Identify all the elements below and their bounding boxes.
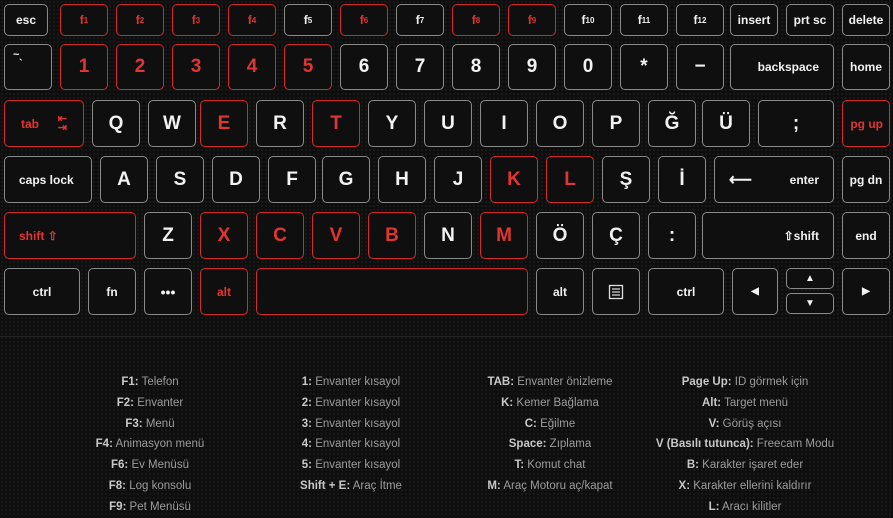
alt-key[interactable]	[200, 268, 248, 315]
8-key[interactable]	[452, 44, 500, 90]
key-label: W	[163, 112, 181, 134]
key-subscript: 6	[363, 15, 369, 25]
backtick-glyph: `	[19, 58, 23, 70]
legend-description: Envanter önizleme	[514, 376, 613, 388]
caps-lock-key[interactable]	[4, 156, 92, 203]
t-key[interactable]	[312, 100, 360, 147]
key-label: Q	[108, 112, 124, 134]
arrow-up-icon: ▲	[805, 273, 815, 284]
key-label: f	[359, 13, 364, 27]
key-label: Ğ	[664, 112, 680, 134]
key-label: pg up	[850, 116, 883, 131]
g-key[interactable]	[322, 156, 370, 203]
divider	[0, 336, 893, 337]
key-subscript: 12	[697, 15, 707, 25]
3-key[interactable]	[172, 44, 220, 90]
c-key[interactable]	[256, 212, 304, 259]
b-key[interactable]	[368, 212, 416, 259]
e-key[interactable]	[200, 100, 248, 147]
key-label: U	[441, 112, 455, 134]
d-key[interactable]	[212, 156, 260, 203]
legend-key: 4:	[301, 438, 312, 451]
key-label: D	[229, 168, 243, 190]
key-label: f	[637, 13, 642, 27]
p-key[interactable]	[592, 100, 640, 147]
legend-entry	[276, 372, 426, 393]
legend-entry	[276, 414, 426, 435]
tilde-key[interactable]	[4, 44, 52, 90]
key-label: R	[273, 112, 287, 134]
key-label: H	[395, 168, 409, 190]
pg-dn-key[interactable]	[842, 156, 890, 203]
legend-key: F4:	[95, 438, 113, 451]
h-key[interactable]	[378, 156, 426, 203]
key-label: f	[415, 13, 420, 27]
key-label: ⇧shift	[783, 228, 819, 243]
legend-entry	[80, 455, 220, 476]
arrow-right-key[interactable]	[842, 268, 890, 315]
key-label: Ş	[619, 168, 633, 190]
legend-description: Telefon	[138, 376, 179, 388]
key-label: f	[527, 13, 532, 27]
pg-up-key[interactable]	[842, 100, 890, 147]
key-label: ;	[792, 112, 800, 134]
backspace-key[interactable]	[730, 44, 834, 90]
legend-entry	[640, 434, 850, 455]
legend-description: Freecam Modu	[753, 438, 835, 451]
alt-key[interactable]	[536, 268, 584, 315]
legend-description: Envanter kısayol	[312, 396, 401, 409]
legend-entry	[80, 434, 220, 455]
legend-key: F9:	[109, 500, 127, 513]
legend-description: Zıplama	[546, 438, 592, 451]
key-label: 4	[246, 56, 258, 77]
legend-key: 5:	[301, 459, 312, 472]
legend-entry	[640, 455, 850, 476]
f5-key[interactable]	[284, 4, 332, 36]
key-label: 2	[134, 56, 146, 77]
legend-key: V:	[708, 417, 720, 430]
legend-entry	[640, 372, 850, 393]
key-label: X	[217, 224, 231, 246]
key-label: O	[552, 112, 568, 134]
key-label: 1	[78, 56, 90, 77]
legend-description: Komut chat	[524, 459, 586, 472]
legend-key: F6:	[111, 459, 129, 472]
esc-key[interactable]	[4, 4, 48, 36]
key-label: −	[694, 56, 706, 77]
key-label: T	[330, 112, 342, 134]
key-label: 0	[582, 56, 594, 77]
k-key[interactable]	[648, 100, 696, 147]
key-label: f	[79, 13, 84, 27]
f1-key[interactable]	[60, 4, 108, 36]
enter-key[interactable]	[714, 156, 834, 203]
legend-column-function-keys	[80, 372, 220, 518]
legend-key: F8:	[108, 479, 127, 492]
f12-key[interactable]	[676, 4, 724, 36]
key-label: Z	[162, 224, 174, 246]
k-key[interactable]	[144, 268, 192, 315]
f10-key[interactable]	[564, 4, 612, 36]
enter-key-label: enter	[789, 172, 819, 187]
i-key[interactable]	[480, 100, 528, 147]
legend-key: 2:	[301, 396, 312, 409]
legend-entry	[470, 414, 630, 435]
legend-key: F3:	[125, 417, 143, 430]
6-key[interactable]	[340, 44, 388, 90]
legend-key: C:	[524, 417, 537, 430]
legend-entry	[640, 393, 850, 414]
k-key[interactable]	[620, 44, 668, 90]
key-label: 7	[414, 56, 426, 77]
delete-key[interactable]	[842, 4, 890, 36]
s-key[interactable]	[156, 156, 204, 203]
f6-key[interactable]	[340, 4, 388, 36]
key-label: esc	[15, 13, 37, 27]
legend-description: Log konsolu	[126, 479, 192, 492]
legend-entry	[470, 476, 630, 497]
legend-description: Araç Motoru aç/kapat	[500, 479, 613, 492]
return-arrow-icon: ⟵	[729, 171, 752, 189]
legend-description: Pet Menüsü	[126, 500, 191, 513]
legend-entry	[470, 455, 630, 476]
shift-key[interactable]	[702, 212, 834, 259]
legend-column-letter-keys	[470, 372, 630, 497]
menu-icon	[608, 284, 624, 300]
j-key[interactable]	[434, 156, 482, 203]
k-key[interactable]	[702, 100, 750, 147]
v-key[interactable]	[312, 212, 360, 259]
key-label: I	[501, 112, 507, 134]
key-label: B	[385, 224, 399, 246]
insert-key[interactable]	[730, 4, 778, 36]
key-subscript: 3	[195, 15, 201, 25]
legend-entry	[80, 393, 220, 414]
y-key[interactable]	[368, 100, 416, 147]
arrow-up-key[interactable]	[786, 268, 834, 289]
legend-key: Space:	[508, 438, 547, 451]
legend-key: F1:	[121, 376, 139, 388]
legend-description: Envanter kısayol	[312, 438, 401, 451]
legend-entry	[276, 455, 426, 476]
k-key[interactable]	[536, 212, 584, 259]
key-label: İ	[679, 168, 685, 190]
key-label: F	[286, 168, 298, 190]
key-subscript: 8	[475, 15, 481, 25]
legend-key: F2:	[116, 396, 134, 409]
key-subscript: 11	[641, 15, 651, 25]
ctrl-key[interactable]	[4, 268, 80, 315]
k-key[interactable]	[490, 156, 538, 203]
key-label: A	[117, 168, 131, 190]
key-label: K	[507, 168, 521, 190]
key-label: E	[217, 112, 231, 134]
key-label: 6	[358, 56, 370, 77]
f4-key[interactable]	[228, 4, 276, 36]
legend-description: Görüş açısı	[719, 417, 782, 430]
key-label: f	[471, 13, 476, 27]
tilde-glyph: ~	[13, 49, 20, 61]
2-key[interactable]	[116, 44, 164, 90]
key-label: alt	[552, 284, 567, 299]
legend-description: Menü	[142, 417, 175, 430]
legend-description: Animasyon menü	[112, 438, 205, 451]
space-key[interactable]	[256, 268, 528, 315]
arrow-left-key[interactable]	[732, 268, 778, 315]
key-label: delete	[848, 13, 884, 27]
tab-arrows-icon: ⇤ ⇥	[57, 112, 67, 134]
k-key[interactable]	[676, 44, 724, 90]
home-key[interactable]	[842, 44, 890, 90]
legend-entry	[80, 497, 220, 518]
legend-key: Shift + E:	[300, 479, 351, 492]
key-label: f	[693, 13, 698, 27]
key-label: insert	[737, 13, 771, 27]
legend-entry	[276, 476, 426, 497]
legend-entry	[640, 476, 850, 497]
legend-description: Karakter ellerini kaldırır	[690, 479, 812, 492]
legend-entry	[80, 476, 220, 497]
f2-key[interactable]	[116, 4, 164, 36]
key-label: *	[640, 56, 648, 77]
legend-description: Araç İtme	[350, 479, 402, 492]
1-key[interactable]	[60, 44, 108, 90]
key-label: f	[247, 13, 252, 27]
key-label: prt sc	[793, 13, 827, 27]
legend-key: M:	[487, 479, 501, 492]
end-key[interactable]	[842, 212, 890, 259]
a-key[interactable]	[100, 156, 148, 203]
q-key[interactable]	[92, 100, 140, 147]
key-label: f	[135, 13, 140, 27]
key-label: pg dn	[849, 172, 883, 187]
key-label: S	[173, 168, 187, 190]
w-key[interactable]	[148, 100, 196, 147]
k-key[interactable]	[648, 212, 696, 259]
key-label: V	[329, 224, 343, 246]
key-label: Ç	[609, 224, 623, 246]
legend-description: Envanter kısayol	[312, 376, 401, 388]
l-key[interactable]	[546, 156, 594, 203]
legend-key: 1:	[301, 376, 312, 388]
key-label: 8	[470, 56, 482, 77]
prt-sc-key[interactable]	[786, 4, 834, 36]
legend-entry	[470, 393, 630, 414]
key-label: •••	[160, 283, 176, 300]
key-label: N	[441, 224, 455, 246]
legend-key: Page Up:	[681, 376, 732, 388]
key-label: :	[668, 224, 676, 246]
key-label: caps lock	[19, 172, 74, 187]
k-key[interactable]	[602, 156, 650, 203]
r-key[interactable]	[256, 100, 304, 147]
key-label: 5	[302, 56, 314, 77]
arrow-right-icon: ▶	[862, 286, 870, 297]
legend-entry	[80, 414, 220, 435]
key-label: M	[496, 224, 512, 246]
k-key[interactable]	[658, 156, 706, 203]
legend-description: Envanter	[134, 396, 184, 409]
arrow-down-icon: ▼	[805, 298, 815, 309]
key-label: J	[452, 168, 464, 190]
f3-key[interactable]	[172, 4, 220, 36]
key-subscript: 1	[83, 15, 89, 25]
key-subscript: 2	[139, 15, 145, 25]
9-key[interactable]	[508, 44, 556, 90]
fn-key[interactable]	[88, 268, 136, 315]
legend-description: Envanter kısayol	[312, 417, 401, 430]
legend-description: Aracı kilitler	[719, 500, 782, 513]
k-key[interactable]	[592, 212, 640, 259]
legend-entry	[276, 393, 426, 414]
legend-key: 3:	[301, 417, 312, 430]
legend-description: Kemer Bağlama	[513, 396, 599, 409]
key-label: f	[581, 13, 586, 27]
key-label: ctrl	[676, 284, 696, 299]
f-key[interactable]	[268, 156, 316, 203]
legend-description: Envanter kısayol	[312, 459, 401, 472]
key-label: end	[855, 228, 877, 243]
tab-key[interactable]	[4, 100, 84, 147]
5-key[interactable]	[284, 44, 332, 90]
key-label: fn	[106, 284, 118, 299]
o-key[interactable]	[536, 100, 584, 147]
key-label: P	[609, 112, 623, 134]
key-subscript: 9	[531, 15, 537, 25]
key-label: C	[273, 224, 287, 246]
legend-entry	[640, 414, 850, 435]
legend-key: T:	[514, 459, 525, 472]
legend-description: Karakter işaret eder	[698, 459, 804, 472]
legend-key: TAB:	[487, 376, 515, 388]
key-subscript: 7	[419, 15, 425, 25]
u-key[interactable]	[424, 100, 472, 147]
arrow-down-key[interactable]	[786, 293, 834, 314]
x-key[interactable]	[200, 212, 248, 259]
key-label: backspace	[757, 60, 819, 74]
legend-key: L:	[708, 500, 720, 513]
f8-key[interactable]	[452, 4, 500, 36]
legend-column-special-keys	[640, 372, 850, 518]
f9-key[interactable]	[508, 4, 556, 36]
legend-entry	[80, 372, 220, 393]
key-subscript: 10	[585, 15, 595, 25]
key-subscript: 4	[251, 15, 257, 25]
0-key[interactable]	[564, 44, 612, 90]
legend-key: K:	[501, 396, 514, 409]
key-label: ctrl	[32, 284, 52, 299]
m-key[interactable]	[480, 212, 528, 259]
key-label: 9	[526, 56, 538, 77]
key-subscript: 5	[307, 15, 313, 25]
legend-key: B:	[686, 459, 699, 472]
ctrl-key[interactable]	[648, 268, 724, 315]
key-label: f	[191, 13, 196, 27]
legend-description: ID görmek için	[731, 376, 809, 388]
context-menu-key[interactable]	[592, 268, 640, 315]
4-key[interactable]	[228, 44, 276, 90]
arrow-left-icon: ◀	[751, 286, 759, 297]
legend-key: V (Basılı tutunca):	[655, 438, 754, 451]
key-label: L	[564, 168, 576, 190]
legend-entry	[470, 372, 630, 393]
key-label: G	[338, 168, 354, 190]
legend-entry	[276, 434, 426, 455]
f7-key[interactable]	[396, 4, 444, 36]
key-label: shift ⇧	[19, 228, 58, 243]
legend-column-number-keys	[276, 372, 426, 497]
key-label: alt	[216, 284, 231, 299]
k-key[interactable]	[758, 100, 834, 147]
n-key[interactable]	[424, 212, 472, 259]
tab-key-label: tab	[21, 116, 39, 131]
key-label: Ü	[719, 112, 733, 134]
7-key[interactable]	[396, 44, 444, 90]
key-label: Ö	[552, 224, 568, 246]
legend-entry	[470, 434, 630, 455]
shift-key[interactable]	[4, 212, 136, 259]
legend-key: Alt:	[701, 396, 722, 409]
key-label: 3	[190, 56, 202, 77]
legend-key: X:	[678, 479, 691, 492]
key-label: f	[303, 13, 308, 27]
legend-entry	[640, 497, 850, 518]
f11-key[interactable]	[620, 4, 668, 36]
legend-description: Ev Menüsü	[128, 459, 189, 472]
key-label: Y	[385, 112, 399, 134]
legend-description: Eğilme	[536, 417, 576, 430]
legend-description: Target menü	[721, 396, 789, 409]
key-label: home	[849, 60, 882, 74]
z-key[interactable]	[144, 212, 192, 259]
